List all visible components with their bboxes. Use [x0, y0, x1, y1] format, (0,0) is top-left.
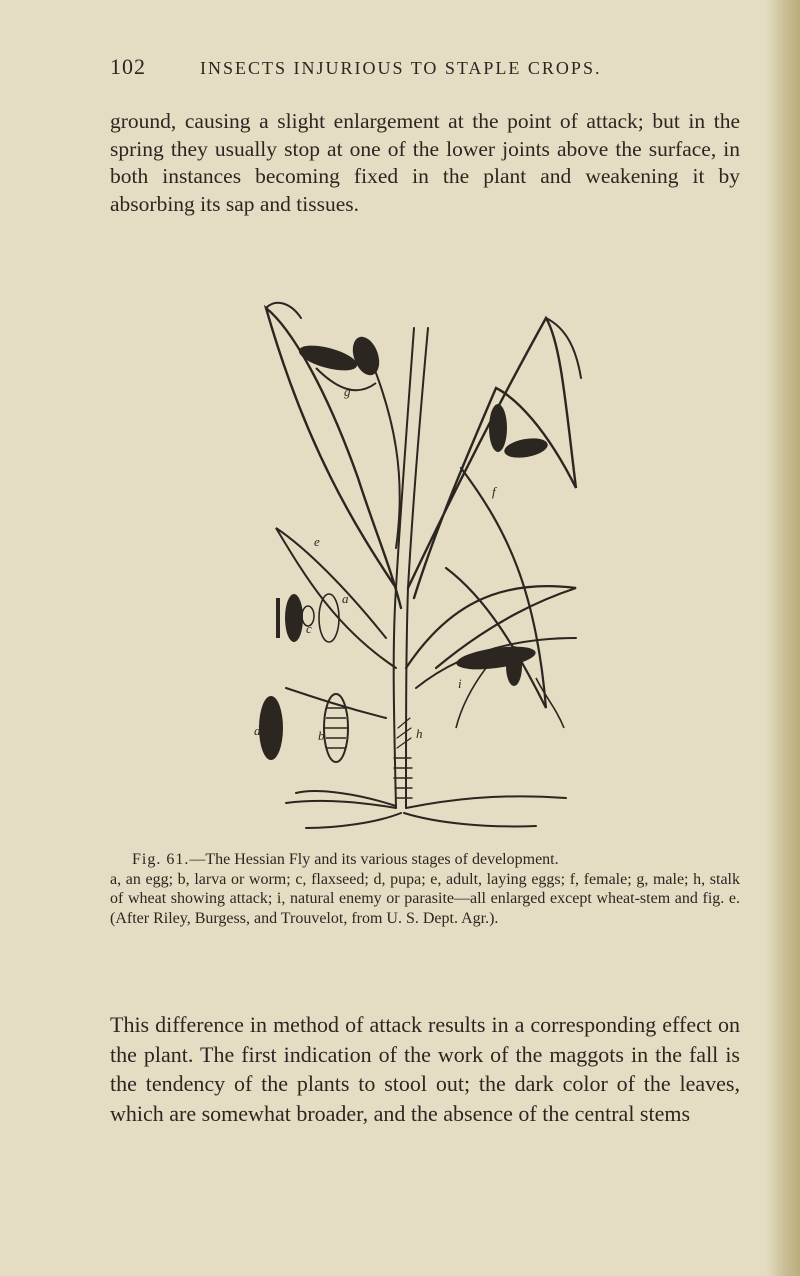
paragraph-1: ground, causing a slight enlargement at the point of attack; but in the spring they usually stop at one of the lower joints above the surface, in both instances becoming fixed in the plant and weakening it by absorbing its sap and tissues.: [110, 109, 740, 216]
label-e: e: [314, 534, 320, 549]
page-header: [0, 54, 760, 84]
label-d: d: [254, 723, 261, 738]
page-edge-shadow: [766, 0, 800, 1276]
label-i: i: [458, 676, 462, 691]
label-h: h: [416, 726, 423, 741]
page-number: 102: [110, 54, 146, 79]
label-g: g: [344, 384, 351, 399]
label-a: a: [342, 591, 349, 606]
figure-drawing: [246, 288, 586, 836]
label-b: b: [318, 728, 325, 743]
paragraph-2: This difference in method of attack results in a corresponding effect on the plant. The first indication of the work of the maggots in the fall is the tendency of the plants to stool out; the dark color of the leaves, which are somewhat broader, and the absence of the central stems: [110, 1012, 740, 1126]
caption-label: Fig. 61.: [132, 851, 190, 868]
caption-body: a, an egg; b, larva or worm; c, flaxseed; d, pupa; e, adult, laying eggs; f, female; g, male; h, stalk of wheat showing attack; i, natural enemy or parasite—all enlarged except wheat-stem and fig. e. (After Riley, Burgess, and Trouvelot, from U. S. Dept. Agr.).: [110, 870, 740, 927]
running-head: INSECTS INJURIOUS TO STAPLE CROPS.: [200, 58, 602, 78]
label-c: c: [306, 621, 312, 636]
figure-caption: [110, 850, 740, 928]
hessian-fly-illustration: [246, 288, 586, 836]
caption-title: —The Hessian Fly and its various stages of development.: [189, 851, 559, 868]
label-f: f: [492, 484, 496, 499]
